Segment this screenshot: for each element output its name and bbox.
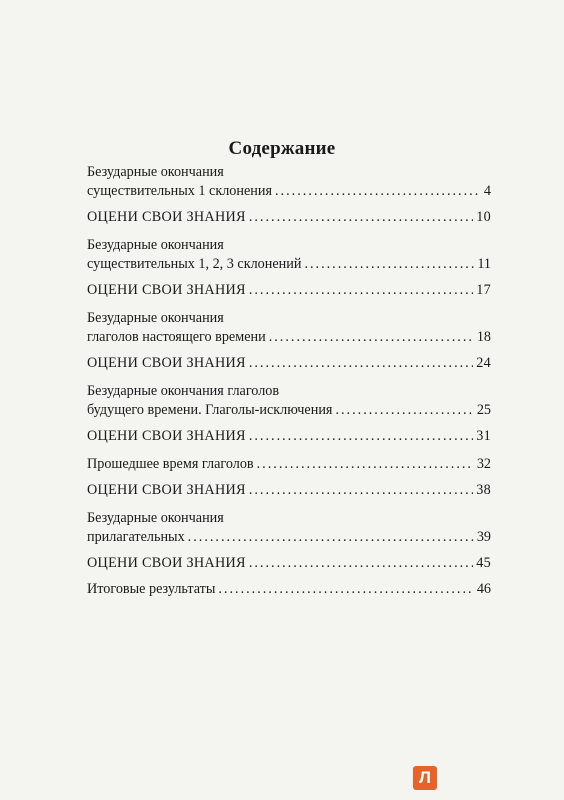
toc-entry-title: ОЦЕНИ СВОИ ЗНАНИЯ xyxy=(87,555,246,571)
table-of-contents xyxy=(87,163,491,599)
dot-leader xyxy=(249,427,473,446)
dot-leader xyxy=(335,401,473,420)
toc-entry-title: существительных 1, 2, 3 склонений xyxy=(87,256,302,272)
page-title: Содержание xyxy=(228,138,336,159)
toc-entry xyxy=(87,554,491,573)
toc-entry xyxy=(87,163,491,201)
toc-entry-title-line1: Безударные окончания глаголов xyxy=(87,383,280,399)
toc-page-number: 32 xyxy=(476,456,491,472)
toc-entry-title: ОЦЕНИ СВОИ ЗНАНИЯ xyxy=(87,209,246,225)
toc-entry-title: глаголов настоящего времени xyxy=(87,329,266,345)
dot-leader xyxy=(269,328,474,347)
toc-entry xyxy=(87,281,491,300)
toc-page-number: 18 xyxy=(476,329,491,345)
dot-leader xyxy=(275,182,481,201)
toc-entry-title-line1: Безударные окончания xyxy=(87,510,224,526)
dot-leader xyxy=(249,554,473,573)
dot-leader xyxy=(218,580,473,599)
dot-leader xyxy=(188,528,474,547)
toc-page-number: 25 xyxy=(476,402,491,418)
toc-page-number: 17 xyxy=(476,282,491,298)
toc-page-number: 24 xyxy=(476,355,491,371)
toc-page-number: 11 xyxy=(477,256,491,272)
toc-page-number: 10 xyxy=(476,209,491,225)
toc-entry-title: ОЦЕНИ СВОИ ЗНАНИЯ xyxy=(87,428,246,444)
toc-entry-title-line1: Безударные окончания xyxy=(87,237,224,253)
dot-leader xyxy=(249,354,473,373)
toc-page-number: 46 xyxy=(476,581,491,597)
toc-entry xyxy=(87,427,491,446)
toc-entry xyxy=(87,208,491,227)
toc-entry xyxy=(87,455,491,474)
toc-entry-title: прилагательных xyxy=(87,529,185,545)
toc-entry-title-line1: Безударные окончания xyxy=(87,310,224,326)
toc-page-number: 38 xyxy=(476,482,491,498)
toc-entry xyxy=(87,509,491,547)
toc-entry-title: будущего времени. Глаголы-исключения xyxy=(87,402,333,418)
toc-page-number: 39 xyxy=(476,529,491,545)
toc-entry xyxy=(87,382,491,420)
toc-entry-title: Итоговые результаты xyxy=(87,581,216,597)
publisher-logo-icon: Л xyxy=(413,766,437,790)
toc-entry-title-line1: Безударные окончания xyxy=(87,164,224,180)
toc-entry-title: ОЦЕНИ СВОИ ЗНАНИЯ xyxy=(87,355,246,371)
toc-entry xyxy=(87,236,491,274)
toc-entry xyxy=(87,481,491,500)
toc-entry-title: существительных 1 склонения xyxy=(87,183,272,199)
toc-entry xyxy=(87,309,491,347)
dot-leader xyxy=(257,455,474,474)
toc-page-number: 31 xyxy=(476,428,491,444)
toc-page-number: 4 xyxy=(483,183,491,199)
dot-leader xyxy=(304,255,474,274)
dot-leader xyxy=(249,481,473,500)
toc-entry-title: ОЦЕНИ СВОИ ЗНАНИЯ xyxy=(87,282,246,298)
toc-entry-title: ОЦЕНИ СВОИ ЗНАНИЯ xyxy=(87,482,246,498)
dot-leader xyxy=(249,208,473,227)
toc-entry xyxy=(87,354,491,373)
toc-entry xyxy=(87,580,491,599)
toc-page-number: 45 xyxy=(476,555,491,571)
toc-entry-title: Прошедшее время глаголов xyxy=(87,456,254,472)
dot-leader xyxy=(249,281,473,300)
